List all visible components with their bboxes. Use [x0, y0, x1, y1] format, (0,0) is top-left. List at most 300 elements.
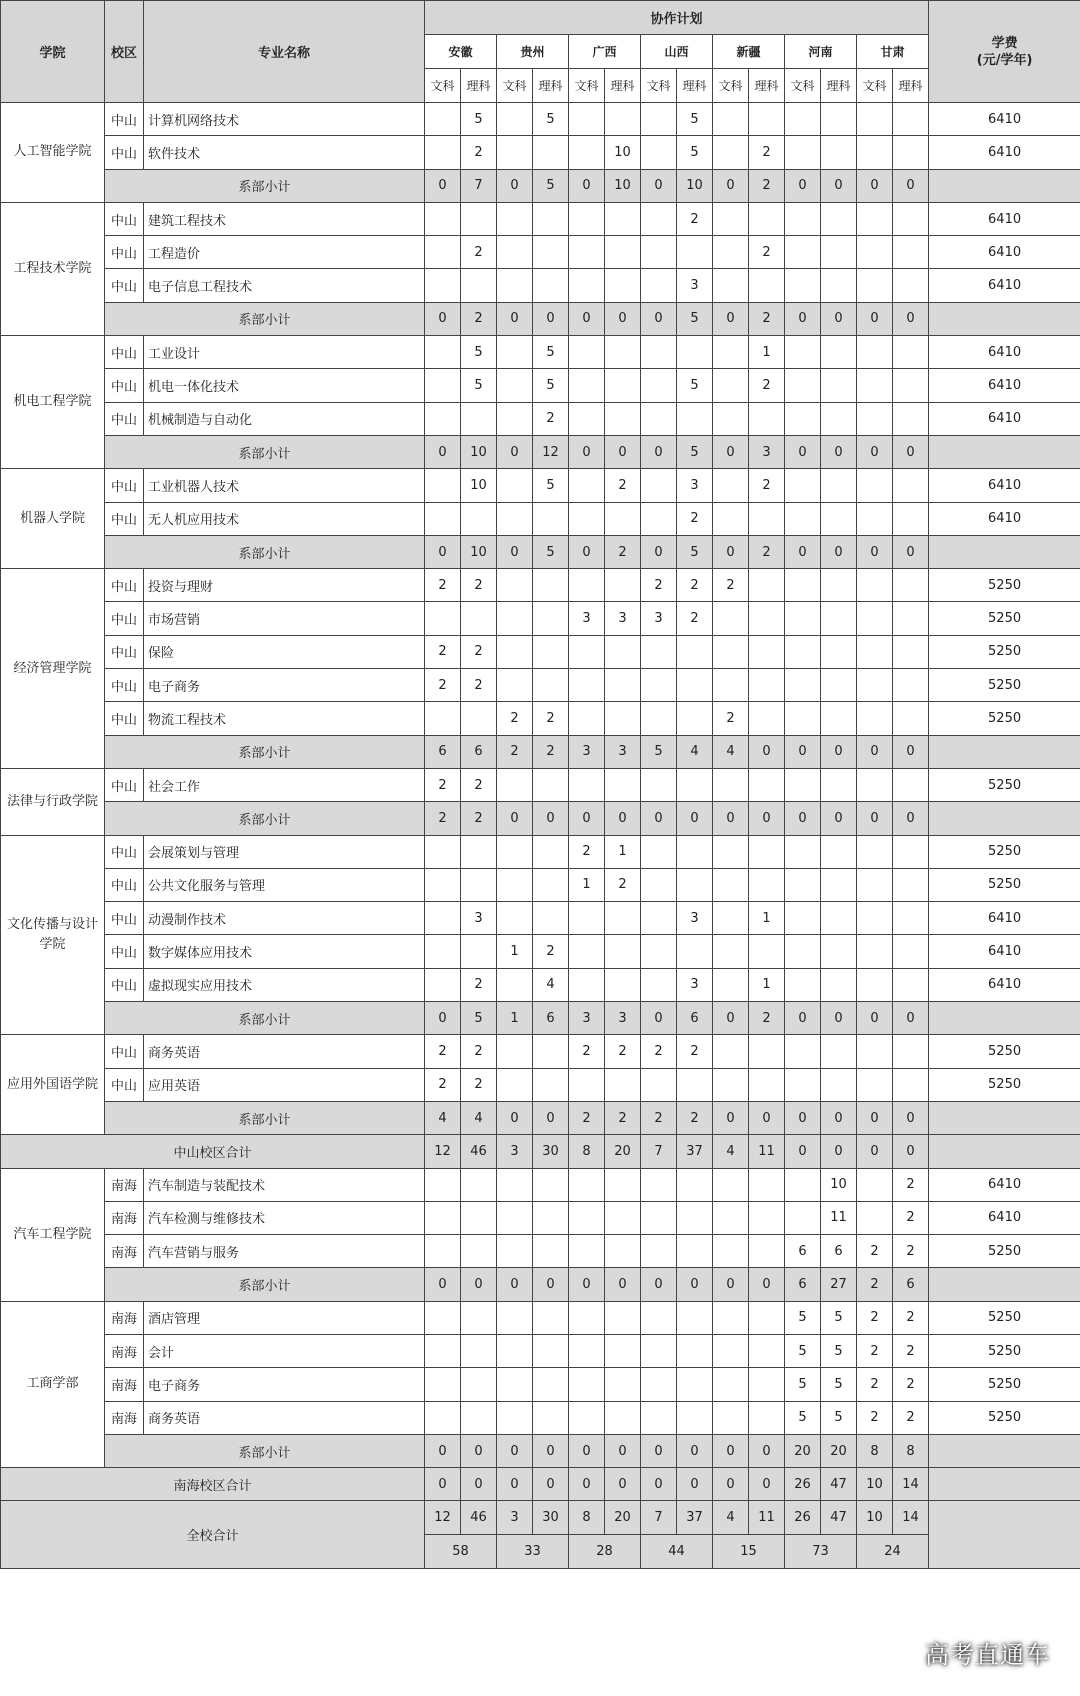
- subtotal-label: 系部小计: [105, 535, 425, 568]
- quota-cell: 2: [677, 602, 713, 635]
- subtotal-cell: 0: [425, 1002, 461, 1035]
- grand-total-province-sum: 73: [785, 1535, 857, 1569]
- major-name: 工业设计: [144, 336, 425, 369]
- subtotal-cell: 2: [461, 802, 497, 835]
- subtotal-cell: 5: [533, 535, 569, 568]
- fee-cell: 5250: [929, 635, 1080, 668]
- quota-cell: [641, 369, 677, 402]
- major-name: 机电一体化技术: [144, 369, 425, 402]
- campus-cell: 南海: [105, 1201, 144, 1234]
- quota-cell: 10: [605, 136, 641, 169]
- quota-cell: [605, 202, 641, 235]
- fee-cell: 5250: [929, 569, 1080, 602]
- quota-cell: [497, 336, 533, 369]
- subtotal-cell: 0: [533, 1434, 569, 1467]
- major-name: 物流工程技术: [144, 702, 425, 735]
- quota-cell: [785, 635, 821, 668]
- zhongshan-total-cell: 30: [533, 1135, 569, 1168]
- fee-cell: 6410: [929, 369, 1080, 402]
- quota-cell: [605, 269, 641, 302]
- fee-cell: 6410: [929, 1201, 1080, 1234]
- quota-cell: [425, 1368, 461, 1401]
- subtotal-cell: 0: [605, 802, 641, 835]
- quota-cell: 2: [569, 1035, 605, 1068]
- subtotal-fee-blank: [929, 302, 1080, 335]
- quota-cell: [893, 1068, 929, 1101]
- nanhai-total-cell: 0: [461, 1468, 497, 1501]
- quota-cell: [749, 1035, 785, 1068]
- quota-cell: 2: [461, 635, 497, 668]
- subtotal-row: [1, 735, 1080, 768]
- quota-cell: 10: [461, 469, 497, 502]
- zhongshan-total-cell: 46: [461, 1135, 497, 1168]
- major-name: 汽车营销与服务: [144, 1235, 425, 1268]
- table-row: [1, 1035, 1080, 1068]
- quota-cell: [461, 502, 497, 535]
- subtotal-cell: 27: [821, 1268, 857, 1301]
- subtotal-cell: 0: [569, 535, 605, 568]
- quota-cell: [497, 103, 533, 136]
- zhongshan-total-cell: 3: [497, 1135, 533, 1168]
- quota-cell: [605, 635, 641, 668]
- quota-cell: 2: [425, 569, 461, 602]
- subtotal-row: [1, 435, 1080, 468]
- grand-total-province-sum: 58: [425, 1535, 497, 1569]
- subtotal-cell: 0: [497, 302, 533, 335]
- subtotal-cell: 10: [677, 169, 713, 202]
- subtotal-cell: 2: [461, 302, 497, 335]
- quota-cell: [821, 635, 857, 668]
- quota-cell: [749, 1334, 785, 1367]
- fee-cell: 6410: [929, 136, 1080, 169]
- grand-total-cell: 46: [461, 1501, 497, 1535]
- quota-cell: [857, 902, 893, 935]
- quota-cell: [785, 569, 821, 602]
- quota-cell: [857, 502, 893, 535]
- subtotal-cell: 0: [821, 1002, 857, 1035]
- campus-cell: 中山: [105, 835, 144, 868]
- quota-cell: [569, 569, 605, 602]
- quota-cell: [785, 1168, 821, 1201]
- subtotal-cell: 0: [497, 1101, 533, 1134]
- quota-cell: [461, 1201, 497, 1234]
- quota-cell: [533, 1201, 569, 1234]
- subtotal-cell: 2: [533, 735, 569, 768]
- quota-cell: 3: [605, 602, 641, 635]
- quota-cell: [677, 1368, 713, 1401]
- subtotal-cell: 0: [461, 1268, 497, 1301]
- quota-cell: [641, 1401, 677, 1434]
- table-row: [1, 1201, 1080, 1234]
- quota-cell: [713, 1334, 749, 1367]
- campus-cell: 中山: [105, 768, 144, 801]
- quota-cell: 2: [425, 669, 461, 702]
- quota-cell: [857, 669, 893, 702]
- quota-cell: [749, 1201, 785, 1234]
- quota-cell: [605, 569, 641, 602]
- grand-total-province-sum: 24: [857, 1535, 929, 1569]
- quota-cell: [533, 868, 569, 901]
- subtotal-cell: 0: [641, 802, 677, 835]
- quota-cell: [713, 502, 749, 535]
- subtotal-cell: 0: [821, 169, 857, 202]
- quota-cell: [749, 1235, 785, 1268]
- quota-cell: [785, 935, 821, 968]
- quota-cell: 3: [569, 602, 605, 635]
- college-name: 汽车工程学院: [1, 1168, 105, 1301]
- subtotal-label: 系部小计: [105, 1101, 425, 1134]
- quota-cell: [749, 1301, 785, 1334]
- major-name: 计算机网络技术: [144, 103, 425, 136]
- subtotal-cell: 2: [857, 1268, 893, 1301]
- quota-cell: [605, 1301, 641, 1334]
- quota-cell: [713, 202, 749, 235]
- quota-cell: [677, 635, 713, 668]
- quota-cell: [605, 935, 641, 968]
- subtotal-cell: 6: [461, 735, 497, 768]
- campus-cell: 中山: [105, 269, 144, 302]
- quota-cell: [569, 502, 605, 535]
- header-campus: 校区: [105, 1, 144, 103]
- quota-cell: [497, 269, 533, 302]
- quota-cell: 5: [677, 136, 713, 169]
- subtotal-cell: 0: [893, 1002, 929, 1035]
- zhongshan-total-row: [1, 1135, 1080, 1168]
- subtotal-cell: 0: [425, 535, 461, 568]
- quota-cell: [569, 336, 605, 369]
- subtotal-cell: 0: [497, 802, 533, 835]
- quota-cell: 2: [497, 702, 533, 735]
- subtotal-cell: 0: [569, 169, 605, 202]
- nanhai-total-cell: 0: [605, 1468, 641, 1501]
- subtotal-cell: 0: [893, 802, 929, 835]
- quota-cell: [677, 1068, 713, 1101]
- quota-cell: 2: [749, 236, 785, 269]
- quota-cell: 5: [785, 1401, 821, 1434]
- subtotal-label: 系部小计: [105, 302, 425, 335]
- quota-cell: [785, 602, 821, 635]
- subtotal-cell: 0: [785, 302, 821, 335]
- grand-total-province-sum: 15: [713, 1535, 785, 1569]
- quota-cell: 5: [677, 103, 713, 136]
- quota-cell: [425, 103, 461, 136]
- subtotal-cell: 0: [713, 1002, 749, 1035]
- subtotal-cell: 0: [425, 169, 461, 202]
- subtotal-cell: 3: [605, 735, 641, 768]
- nanhai-total-fee-blank: [929, 1468, 1080, 1501]
- quota-cell: [641, 1235, 677, 1268]
- campus-cell: 中山: [105, 935, 144, 968]
- quota-cell: [893, 968, 929, 1001]
- campus-cell: 南海: [105, 1401, 144, 1434]
- quota-cell: [749, 269, 785, 302]
- college-name: 法律与行政学院: [1, 768, 105, 835]
- zhongshan-total-cell: 0: [893, 1135, 929, 1168]
- subtotal-cell: 6: [677, 1002, 713, 1035]
- campus-cell: 中山: [105, 702, 144, 735]
- quota-cell: [533, 1368, 569, 1401]
- quota-cell: [605, 1168, 641, 1201]
- quota-cell: [713, 1068, 749, 1101]
- quota-cell: [461, 702, 497, 735]
- college-name: 经济管理学院: [1, 569, 105, 769]
- subtotal-cell: 0: [749, 1101, 785, 1134]
- major-name: 汽车检测与维修技术: [144, 1201, 425, 1234]
- zhongshan-total-cell: 8: [569, 1135, 605, 1168]
- quota-cell: [425, 1168, 461, 1201]
- quota-cell: [821, 868, 857, 901]
- subtotal-cell: 4: [713, 735, 749, 768]
- quota-cell: [497, 835, 533, 868]
- campus-cell: 南海: [105, 1301, 144, 1334]
- subtotal-cell: 3: [605, 1002, 641, 1035]
- quota-cell: [605, 502, 641, 535]
- quota-cell: [785, 968, 821, 1001]
- grand-total-cell: 8: [569, 1501, 605, 1535]
- subtotal-cell: 0: [893, 435, 929, 468]
- subtotal-cell: 3: [569, 1002, 605, 1035]
- quota-cell: [641, 136, 677, 169]
- subtotal-cell: 0: [857, 535, 893, 568]
- major-name: 动漫制作技术: [144, 902, 425, 935]
- quota-cell: [677, 868, 713, 901]
- quota-cell: [713, 1201, 749, 1234]
- quota-cell: [857, 602, 893, 635]
- fee-cell: 6410: [929, 402, 1080, 435]
- fee-cell: 5250: [929, 868, 1080, 901]
- quota-cell: [785, 868, 821, 901]
- subtotal-cell: 0: [857, 1002, 893, 1035]
- fee-cell: 6410: [929, 103, 1080, 136]
- campus-cell: 中山: [105, 202, 144, 235]
- table-row: [1, 669, 1080, 702]
- subtotal-cell: 20: [821, 1434, 857, 1467]
- quota-cell: 5: [533, 469, 569, 502]
- quota-cell: 2: [893, 1334, 929, 1367]
- quota-cell: [749, 702, 785, 735]
- subtotal-fee-blank: [929, 169, 1080, 202]
- subtotal-cell: 0: [605, 435, 641, 468]
- quota-cell: [785, 236, 821, 269]
- quota-cell: [569, 635, 605, 668]
- quota-cell: [497, 669, 533, 702]
- subtotal-fee-blank: [929, 1268, 1080, 1301]
- quota-cell: [785, 669, 821, 702]
- subtotal-cell: 0: [893, 1101, 929, 1134]
- quota-cell: [533, 635, 569, 668]
- subtotal-cell: 0: [497, 169, 533, 202]
- quota-cell: [785, 369, 821, 402]
- quota-cell: [821, 835, 857, 868]
- quota-cell: 5: [461, 103, 497, 136]
- quota-cell: [785, 1201, 821, 1234]
- subtotal-label: 系部小计: [105, 1002, 425, 1035]
- quota-cell: [425, 236, 461, 269]
- quota-cell: 5: [785, 1368, 821, 1401]
- quota-cell: [533, 902, 569, 935]
- quota-cell: [569, 702, 605, 735]
- quota-cell: [785, 202, 821, 235]
- quota-cell: 5: [533, 103, 569, 136]
- subtotal-cell: 0: [641, 169, 677, 202]
- subtotal-cell: 0: [641, 535, 677, 568]
- quota-cell: 3: [641, 602, 677, 635]
- grand-total-cell: 26: [785, 1501, 821, 1535]
- subtotal-cell: 0: [713, 1434, 749, 1467]
- subtotal-cell: 0: [785, 435, 821, 468]
- quota-cell: 5: [785, 1301, 821, 1334]
- grand-total-cell: 10: [857, 1501, 893, 1535]
- quota-cell: [857, 336, 893, 369]
- quota-cell: [569, 902, 605, 935]
- fee-cell: 6410: [929, 1168, 1080, 1201]
- nanhai-total-cell: 47: [821, 1468, 857, 1501]
- subtotal-cell: 5: [677, 435, 713, 468]
- quota-cell: [677, 1301, 713, 1334]
- subtotal-cell: 0: [713, 169, 749, 202]
- subtotal-row: [1, 169, 1080, 202]
- subtotal-cell: 0: [785, 535, 821, 568]
- subtotal-cell: 5: [677, 302, 713, 335]
- quota-cell: 2: [533, 702, 569, 735]
- subtotal-cell: 0: [749, 735, 785, 768]
- quota-cell: 2: [749, 136, 785, 169]
- quota-cell: [893, 1035, 929, 1068]
- table-row: [1, 136, 1080, 169]
- quota-cell: [857, 1035, 893, 1068]
- table-row: [1, 835, 1080, 868]
- major-name: 数字媒体应用技术: [144, 935, 425, 968]
- table-row: [1, 1168, 1080, 1201]
- quota-cell: [641, 1201, 677, 1234]
- header-cooperation-plan: 协作计划: [425, 1, 929, 35]
- quota-cell: [857, 702, 893, 735]
- zhongshan-total-cell: 0: [821, 1135, 857, 1168]
- quota-cell: [857, 369, 893, 402]
- subtotal-label: 系部小计: [105, 735, 425, 768]
- quota-cell: [749, 1401, 785, 1434]
- quota-cell: [821, 236, 857, 269]
- quota-cell: [713, 968, 749, 1001]
- quota-cell: [605, 336, 641, 369]
- quota-cell: [641, 835, 677, 868]
- quota-cell: [425, 469, 461, 502]
- table-row: [1, 868, 1080, 901]
- table-row: [1, 768, 1080, 801]
- quota-cell: [713, 902, 749, 935]
- subtotal-cell: 0: [749, 1268, 785, 1301]
- subtotal-label: 系部小计: [105, 1434, 425, 1467]
- table-row: [1, 1334, 1080, 1367]
- quota-cell: [605, 103, 641, 136]
- quota-cell: [497, 1401, 533, 1434]
- quota-cell: [677, 702, 713, 735]
- quota-cell: [425, 1401, 461, 1434]
- zhongshan-total-label: 中山校区合计: [1, 1135, 425, 1168]
- fee-cell: 6410: [929, 902, 1080, 935]
- header-like: 理科: [749, 69, 785, 103]
- quota-cell: [677, 768, 713, 801]
- quota-cell: [533, 669, 569, 702]
- major-name: 应用英语: [144, 1068, 425, 1101]
- quota-cell: [641, 768, 677, 801]
- major-name: 社会工作: [144, 768, 425, 801]
- quota-cell: [425, 1235, 461, 1268]
- table-row: [1, 702, 1080, 735]
- subtotal-cell: 0: [821, 435, 857, 468]
- quota-cell: [785, 835, 821, 868]
- major-name: 虚拟现实应用技术: [144, 968, 425, 1001]
- quota-cell: 1: [605, 835, 641, 868]
- quota-cell: [821, 336, 857, 369]
- quota-cell: [641, 902, 677, 935]
- subtotal-cell: 0: [533, 1101, 569, 1134]
- quota-cell: [641, 1334, 677, 1367]
- quota-cell: [425, 402, 461, 435]
- campus-cell: 南海: [105, 1334, 144, 1367]
- quota-cell: [569, 935, 605, 968]
- subtotal-cell: 0: [425, 302, 461, 335]
- subtotal-cell: 5: [677, 535, 713, 568]
- quota-cell: [893, 103, 929, 136]
- fee-cell: 6410: [929, 202, 1080, 235]
- quota-cell: [533, 1068, 569, 1101]
- quota-cell: [497, 1334, 533, 1367]
- fee-cell: 5250: [929, 1368, 1080, 1401]
- quota-cell: 2: [893, 1301, 929, 1334]
- quota-cell: [569, 1368, 605, 1401]
- quota-cell: [497, 202, 533, 235]
- quota-cell: [713, 935, 749, 968]
- campus-cell: 中山: [105, 1068, 144, 1101]
- quota-cell: [641, 1368, 677, 1401]
- quota-cell: [713, 103, 749, 136]
- quota-cell: [821, 1035, 857, 1068]
- subtotal-cell: 6: [785, 1268, 821, 1301]
- header-wenke: 文科: [785, 69, 821, 103]
- quota-cell: [713, 1235, 749, 1268]
- subtotal-label: 系部小计: [105, 1268, 425, 1301]
- subtotal-row: [1, 802, 1080, 835]
- quota-cell: 2: [461, 569, 497, 602]
- quota-cell: 2: [893, 1368, 929, 1401]
- nanhai-total-cell: 0: [533, 1468, 569, 1501]
- quota-cell: [677, 835, 713, 868]
- subtotal-cell: 0: [461, 1434, 497, 1467]
- quota-cell: [641, 202, 677, 235]
- grand-total-cell: 14: [893, 1501, 929, 1535]
- table-row: [1, 569, 1080, 602]
- quota-cell: [713, 1168, 749, 1201]
- fee-cell: 5250: [929, 835, 1080, 868]
- quota-cell: [713, 1368, 749, 1401]
- quota-cell: 2: [461, 968, 497, 1001]
- quota-cell: [857, 768, 893, 801]
- quota-cell: 2: [893, 1235, 929, 1268]
- quota-cell: [713, 336, 749, 369]
- quota-cell: [425, 1334, 461, 1367]
- subtotal-row: [1, 302, 1080, 335]
- quota-cell: [461, 269, 497, 302]
- quota-cell: [497, 502, 533, 535]
- header-wenke: 文科: [857, 69, 893, 103]
- quota-cell: [857, 469, 893, 502]
- grand-total-cell: 37: [677, 1501, 713, 1535]
- quota-cell: [713, 868, 749, 901]
- quota-cell: [821, 968, 857, 1001]
- quota-cell: 2: [857, 1235, 893, 1268]
- quota-cell: [497, 1235, 533, 1268]
